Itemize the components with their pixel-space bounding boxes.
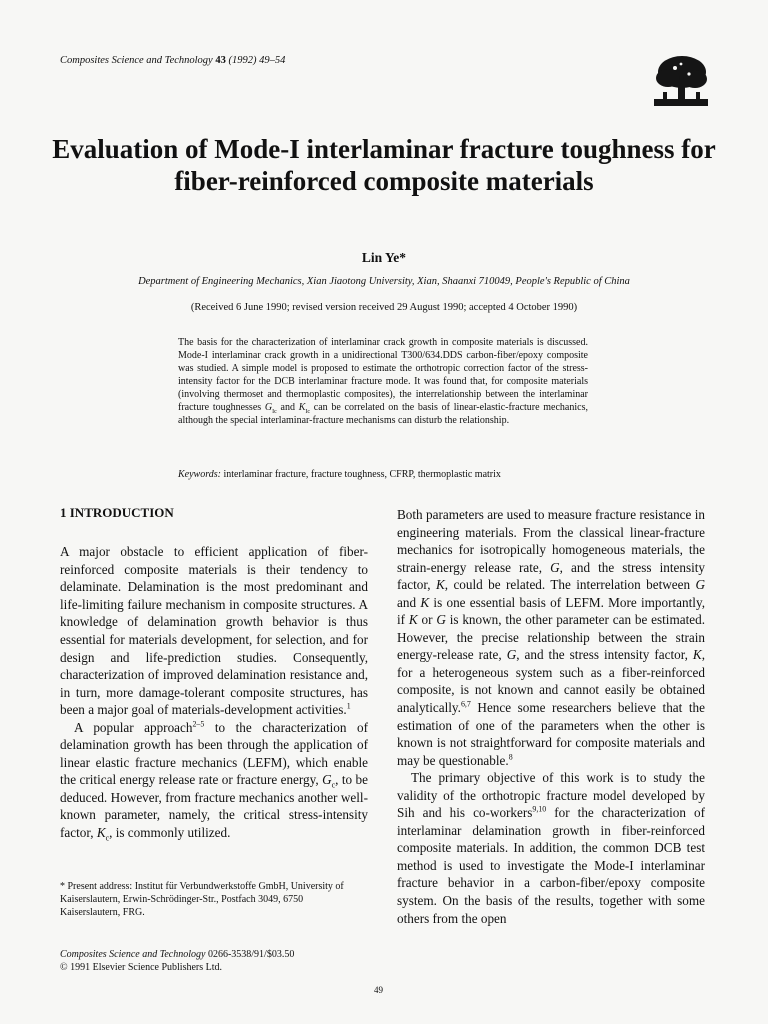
paper-title: Evaluation of Mode-I interlaminar fracture toughness for fiber-reinforced composite materials	[52, 134, 716, 196]
intro-paragraph-1: A major obstacle to efficient application of fiber-reinforced composite materials is their tendency to delaminate. Delamination is the most predominant and life-limiting failure mechanism in composite structures. A knowledge of delamination growth behavior is thus essential for materials development, for selection, and for design and life-prediction studies. Consequently, characterization of improved delamination resistance and, in turn, more damage-tolerant composite structures, has been a major goal of materials-development activities.$^1$	[60, 544, 368, 718]
right-paragraph-1: Both parameters are used to measure fracture resistance in engineering materials. From the classical linear-fracture mechanics for isotropically homogeneous materials, the strain-energy release rate, G, and the stress intensity factor, K, could be related. The interrelation between G and K is one essential basis of LEFM. More importantly, if K or G is known, the other parameter can be estimated. However, the precise relationship between the strain energy-release rate, G, and the stress intensity factor, K, for a heterogeneous system such as a fiber-reinforced composite, is not known and cannot easily be obtained analytically.$^{6,7}$ Hence some researchers believe that the estimation of one of the parameters when the other is known is not straightforward for composite materials and may be questionable.$^8$	[397, 507, 706, 768]
copyright-notice: Composites Science and Technology 0266-3538/91/$03.50 © 1991 Elsevier Science Publishers Ltd.	[60, 949, 295, 973]
received-dates: (Received 6 June 1990; revised version received 29 August 1990; accepted 4 October 1990)	[190, 302, 578, 313]
elsevier-tree-logo-icon	[651, 52, 711, 110]
author-name: Lin Ye*	[361, 250, 407, 265]
page-number: 49	[374, 985, 383, 995]
journal-name: Composites Science and Technology	[60, 55, 213, 66]
journal-year-pages: (1992) 49–54	[228, 55, 286, 66]
intro-paragraph-2: A popular approach$^{2-5}$ to the characterization of delamination growth has been through the application of linear elastic fracture mechanics (LEFM), which enable the critical energy release rate or fracture energy, $G_c$, to be deduced. However, from fracture mechanics another well-known parameter, namely, the critical stress-intensity factor, $K_c$, is commonly utilized.	[60, 719, 368, 843]
keywords-label: Keywords:	[178, 469, 221, 480]
author-footnote: * Present address: Institut für Verbundwerkstoffe GmbH, University of Kaiserslautern, Erwin-Schrödinger-Str., Postfach 3049, 6750 Kaiserslautern, FRG.	[60, 881, 344, 918]
abstract: The basis for the characterization of interlaminar crack growth in composite materials is discussed. Mode-I interlaminar crack growth in a unidirectional T300/634.DDS carbon-fiber/epoxy composite was studied. A simple model is proposed to estimate the orthotropic correction factor of the stress-intensity factor for the DCB interlaminar fracture mode. It was found that, for composite materials (involving thermoset and thermoplastic composites), the interrelationship between the interlaminar fracture toughnesses $G_{Ic}$ and $K_{Ic}$ can be correlated on the basis of linear-elastic-fracture mechanics, although the special interlaminar-fracture mechanisms can disturb the relationship.	[178, 337, 588, 426]
keywords	[178, 468, 588, 481]
right-column	[397, 506, 705, 927]
author-affiliation: Department of Engineering Mechanics, Xian Jiaotong University, Xian, Shaanxi 710049, People's Republic of China	[138, 276, 630, 287]
section-heading-introduction: 1 INTRODUCTION	[60, 505, 174, 520]
journal-volume: 43	[215, 55, 226, 66]
keywords-text: interlaminar fracture, fracture toughness, CFRP, thermoplastic matrix	[220, 469, 501, 480]
journal-citation	[60, 55, 285, 66]
right-paragraph-2: The primary objective of this work is to study the validity of the orthotropic fracture model developed by Sih and his co-workers$^{9,10}$ for the characterization of interlaminar delamination growth in fiber-reinforced composite materials. In addition, the common DCB test method is used to investigate the Mode-I interlaminar fracture behavior in a carbon-fiber/epoxy composite system. On the basis of the results, together with some others from the open	[397, 770, 705, 926]
left-column	[60, 504, 368, 842]
